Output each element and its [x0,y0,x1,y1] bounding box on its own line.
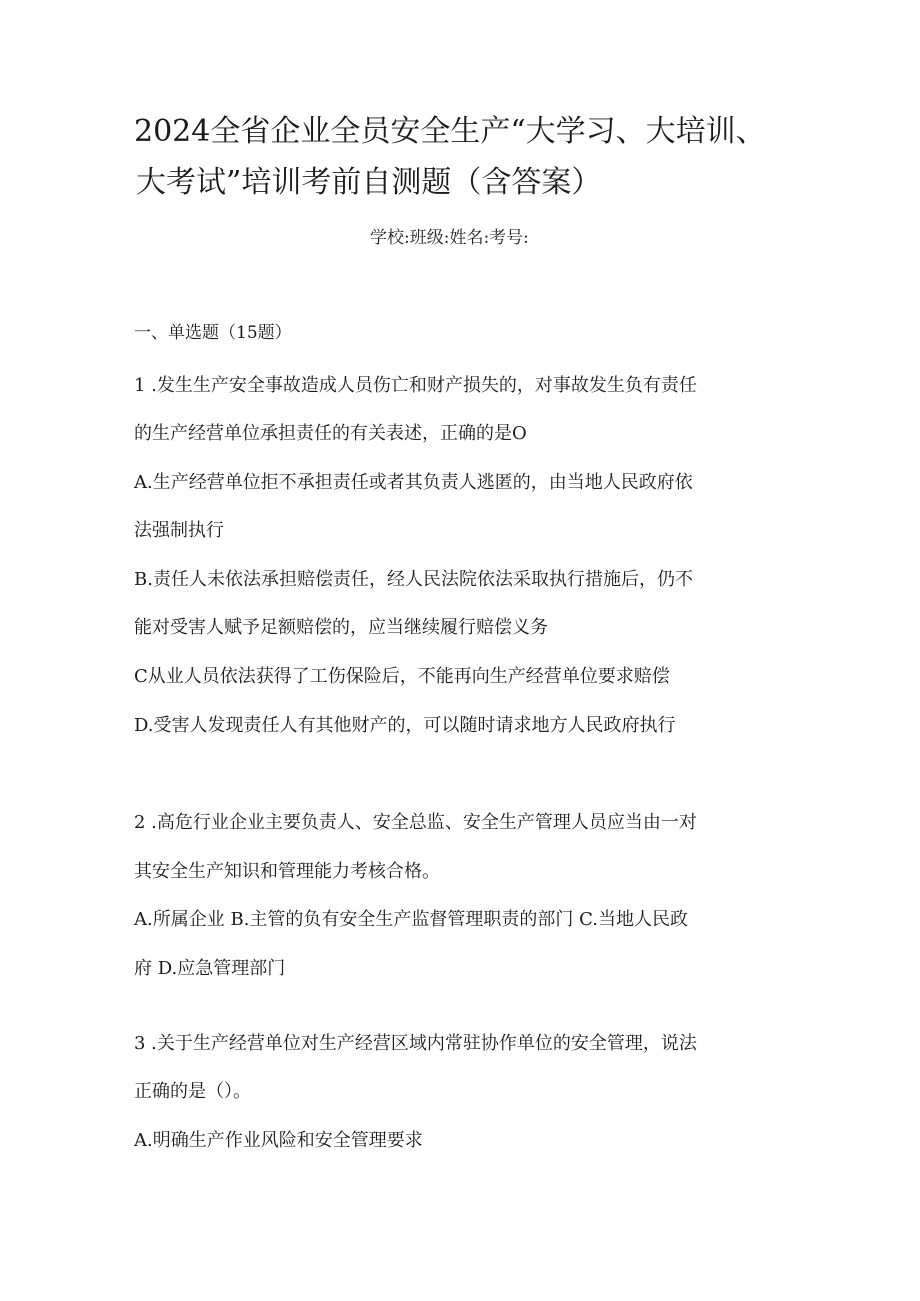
question-1-stem-line-2: 的生产经营单位承担责任的有关表述，正确的是O [134,423,527,444]
question-1-option-a-line-2: 法强制执行 [134,520,224,541]
question-2-options-line-1: A.所属企业 B.主管的负有安全生产监督管理职责的部门 C.当地人民政 [134,909,688,930]
document-title-line-1: 2024全省企业全员安全生产“大学习、大培训、 [134,114,766,149]
question-1-option-b-line-2: 能对受害人赋予足额赔偿的，应当继续履行赔偿义务 [134,617,548,638]
question-3-option-a: A.明确生产作业风险和安全管理要求 [134,1130,423,1151]
question-1-option-c: C从业人员依法获得了工伤保险后，不能再向生产经营单位要求赔偿 [134,666,670,687]
question-2-options-line-2: 府 D.应急管理部门 [134,958,286,979]
question-1-stem-line-1: 1 .发生生产安全事故造成人员伤亡和财产损失的，对事故发生负有责任 [134,375,697,396]
question-1-option-d: D.受害人发现责任人有其他财产的，可以随时请求地方人民政府执行 [134,715,676,736]
question-3-stem-line-1: 3 .关于生产经营单位对生产经营区域内常驻协作单位的安全管理，说法 [134,1033,697,1054]
question-2-stem-line-1: 2 .高危行业企业主要负责人、安全总监、安全生产管理人员应当由一对 [134,812,697,833]
section-heading: 一、单选题（15题） [134,323,292,343]
document-title-line-2: 大考试”培训考前自测题（含答案） [136,165,602,200]
question-1-option-a-line-1: A.生产经营单位拒不承担责任或者其负责人逃匿的，由当地人民政府依 [134,472,693,493]
question-3-stem-line-2: 正确的是（）。 [134,1081,251,1102]
question-2-stem-line-2: 其安全生产知识和管理能力考核合格。 [134,861,440,882]
question-1-option-b-line-1: B.责任人未依法承担赔偿责任，经人民法院依法采取执行措施后，仍不 [134,569,693,590]
student-info-line: 学校:班级:姓名:考号: [370,228,529,248]
